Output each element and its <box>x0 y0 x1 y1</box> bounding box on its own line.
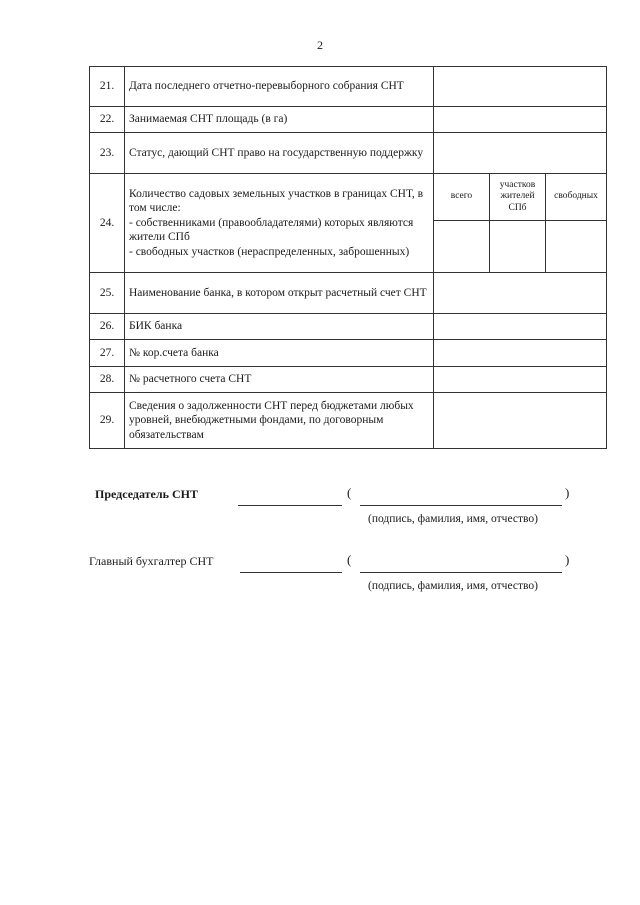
value-cell[interactable] <box>434 67 607 107</box>
row-label: № расчетного счета СНТ <box>125 367 434 393</box>
table-row <box>90 314 607 340</box>
row-number: 28. <box>90 367 125 393</box>
table-row <box>90 340 607 367</box>
subcolumn-total-header: всего <box>434 174 490 221</box>
accountant-signature-line[interactable] <box>240 572 342 573</box>
form-table <box>89 66 607 449</box>
accountant-signature-hint: (подпись, фамилия, имя, отчество) <box>368 580 538 592</box>
accountant-name-line[interactable] <box>360 572 562 573</box>
page-number: 2 <box>317 38 323 52</box>
row-number: 27. <box>90 340 125 367</box>
row-number: 29. <box>90 393 125 449</box>
table-row <box>90 174 607 221</box>
chairman-name-line[interactable] <box>360 505 562 506</box>
row-label: Занимаемая СНТ площадь (в га) <box>125 107 434 133</box>
total-value-cell[interactable] <box>434 221 490 273</box>
row-number: 22. <box>90 107 125 133</box>
chairman-label: Председатель СНТ <box>95 487 198 501</box>
chairman-signature-hint: (подпись, фамилия, имя, отчество) <box>368 513 538 525</box>
subcolumn-free-header: свободных <box>546 174 607 221</box>
row-label: Количество садовых земельных участков в границах СНТ, в том числе: - собственниками (правообладателями) которых являются жители СПб - свободных участков (нераспределенных, заброшенных) <box>125 174 434 273</box>
value-cell[interactable] <box>434 367 607 393</box>
table-row <box>90 107 607 133</box>
row-label: Наименование банка, в котором открыт расчетный счет СНТ <box>125 273 434 314</box>
accountant-label: Главный бухгалтер СНТ <box>89 554 214 568</box>
value-cell[interactable] <box>434 133 607 174</box>
row-label: Сведения о задолженности СНТ перед бюджетами любых уровней, внебюджетными фондами, по договорным обязательствам <box>125 393 434 449</box>
value-cell[interactable] <box>434 273 607 314</box>
row-label: Статус, дающий СНТ право на государственную поддержку <box>125 133 434 174</box>
close-paren: ) <box>565 485 570 500</box>
row-number: 25. <box>90 273 125 314</box>
table-row <box>90 393 607 449</box>
table-row <box>90 67 607 107</box>
row-number: 26. <box>90 314 125 340</box>
row-number: 21. <box>90 67 125 107</box>
value-cell[interactable] <box>434 107 607 133</box>
close-paren: ) <box>565 552 570 567</box>
row-label: № кор.счета банка <box>125 340 434 367</box>
row-label: БИК банка <box>125 314 434 340</box>
open-paren: ( <box>347 552 352 567</box>
value-cell[interactable] <box>434 314 607 340</box>
table-row <box>90 133 607 174</box>
value-cell[interactable] <box>434 393 607 449</box>
value-cell[interactable] <box>434 340 607 367</box>
residents-value-cell[interactable] <box>490 221 546 273</box>
free-value-cell[interactable] <box>546 221 607 273</box>
chairman-signature-line[interactable] <box>238 505 342 506</box>
row-label: Дата последнего отчетно-перевыборного собрания СНТ <box>125 67 434 107</box>
subcolumn-residents-header: участков жителей СПб <box>490 174 546 221</box>
table-row <box>90 367 607 393</box>
open-paren: ( <box>347 485 352 500</box>
row-number: 24. <box>90 174 125 273</box>
table-row <box>90 273 607 314</box>
row-number: 23. <box>90 133 125 174</box>
